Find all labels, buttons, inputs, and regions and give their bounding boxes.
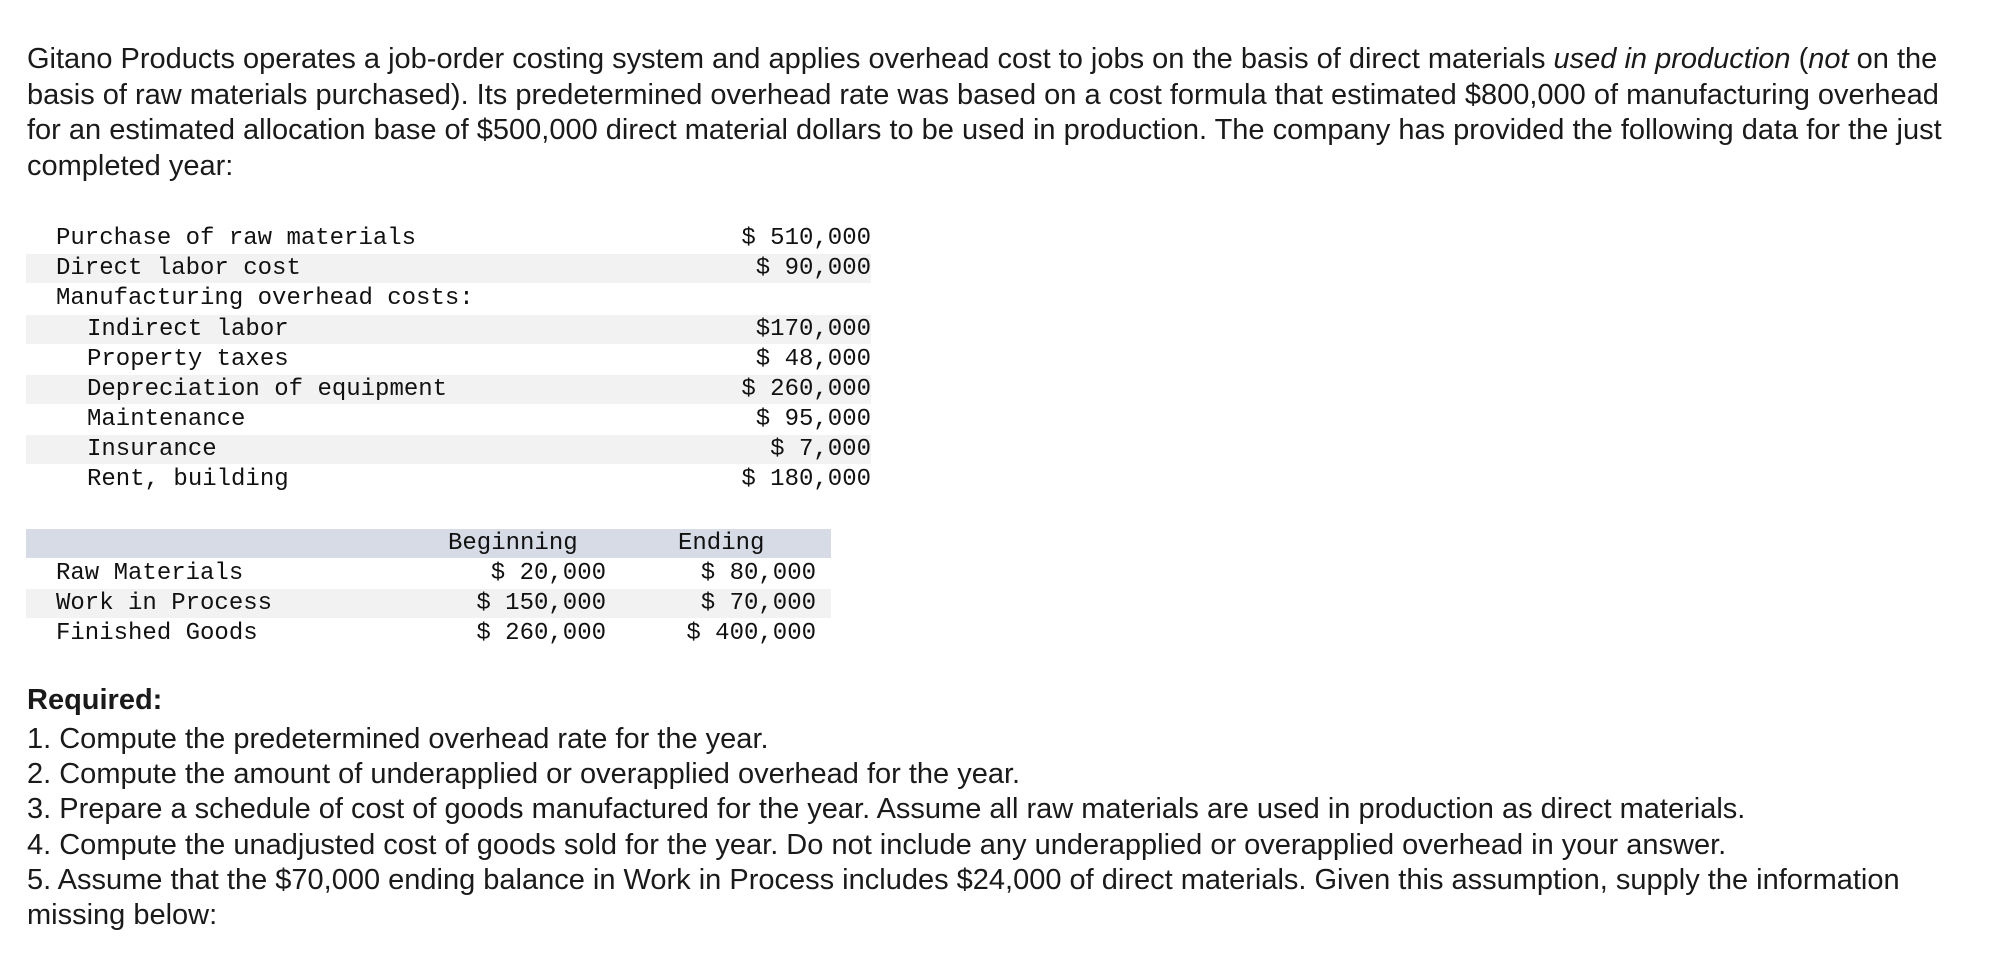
inventory-label: Raw Materials (56, 560, 244, 587)
column-header-beginning: Beginning (448, 530, 578, 557)
inventory-beginning: $ 260,000 (476, 620, 606, 647)
intro-emphasis-used-in-production: used in production (1553, 43, 1791, 75)
table-row (26, 224, 871, 253)
table-row (26, 619, 831, 648)
cost-label: Property taxes (87, 346, 289, 373)
cost-label: Purchase of raw materials (56, 225, 417, 252)
cost-label: Rent, building (87, 466, 289, 493)
table-row (26, 375, 871, 404)
intro-text-2: ( (1790, 43, 1809, 75)
cost-label: Depreciation of equipment (87, 376, 448, 403)
required-heading: Required: (27, 684, 163, 716)
required-item: 4. Compute the unadjusted cost of goods sold for the year. Do not include any underapplied or overapplied overhead in your answer. (27, 828, 1727, 861)
table-row (26, 559, 831, 588)
cost-label: Indirect labor (87, 316, 289, 343)
table-row (26, 435, 871, 464)
inventory-beginning: $ 20,000 (490, 560, 606, 587)
table-row (26, 315, 871, 344)
required-item: 1. Compute the predetermined overhead rate for the year. (27, 723, 769, 755)
cost-amount: $ 260,000 (741, 376, 871, 403)
inventory-ending: $ 400,000 (686, 620, 816, 647)
inventory-label: Work in Process (56, 590, 273, 617)
intro-emphasis-not: not (1808, 43, 1849, 75)
cost-amount: $ 95,000 (755, 406, 871, 433)
inventory-header-row (26, 529, 831, 558)
column-header-ending: Ending (678, 530, 765, 557)
table-row (26, 284, 871, 313)
intro-text-3: on the basis of raw materials purchased). Its predetermined overhead rate was based on a cost formula that estimated $800,000 of manufacturing overhead for an estimated allocation base of $500,000 direct material dollars to be used in production. The company has provided the following data for the just completed year: (27, 43, 1942, 182)
cost-label: Manufacturing overhead costs: (56, 285, 474, 312)
cost-label: Direct labor cost (56, 255, 301, 282)
table-row (26, 405, 871, 434)
cost-amount: $ 510,000 (741, 225, 871, 252)
cost-label: Maintenance (87, 406, 246, 433)
required-item: 3. Prepare a schedule of cost of goods manufactured for the year. Assume all raw materials are used in production as direct materials. (27, 793, 1746, 826)
cost-amount: $ 180,000 (741, 466, 871, 493)
table-row (26, 345, 871, 374)
cost-amount: $ 7,000 (770, 436, 871, 463)
cost-label: Insurance (87, 436, 217, 463)
inventory-beginning: $ 150,000 (476, 590, 606, 617)
cost-amount: $ 48,000 (755, 346, 871, 373)
inventory-label: Finished Goods (56, 620, 258, 647)
inventory-ending: $ 80,000 (700, 560, 816, 587)
table-row (26, 589, 831, 618)
problem-intro (27, 42, 1967, 184)
intro-text-1: Gitano Products operates a job-order costing system and applies overhead cost to jobs on the basis of direct materials (27, 43, 1554, 75)
table-row (26, 465, 871, 494)
required-item: 5. Assume that the $70,000 ending balance in Work in Process includes $24,000 of direct materials. Given this assumption, supply the information missing below: (27, 863, 1900, 932)
cost-amount: $170,000 (755, 316, 871, 343)
required-list (27, 722, 1977, 933)
inventory-ending: $ 70,000 (700, 590, 816, 617)
required-item: 2. Compute the amount of underapplied or overapplied overhead for the year. (27, 758, 1021, 791)
cost-amount: $ 90,000 (755, 255, 871, 282)
table-row (26, 254, 871, 283)
